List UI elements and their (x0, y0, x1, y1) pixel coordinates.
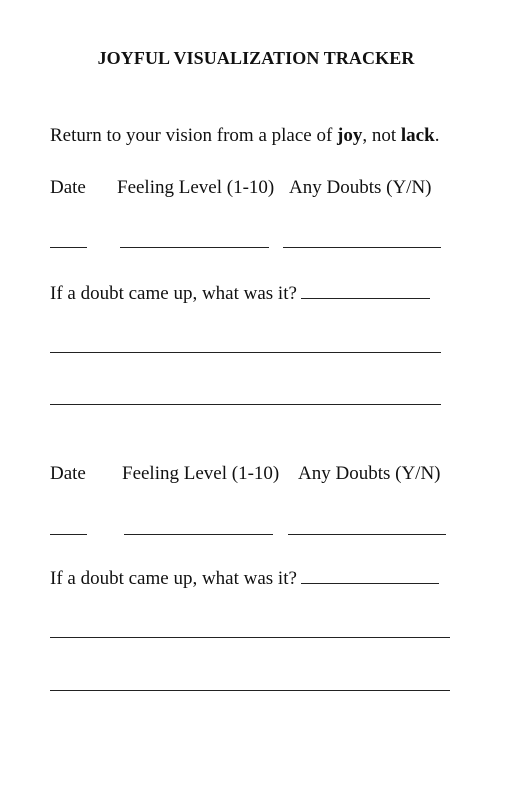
intro-end: . (434, 125, 440, 146)
entry-2-date-label: Date (50, 463, 86, 484)
entry-1-feeling-field[interactable] (120, 247, 269, 248)
intro-text (50, 125, 439, 147)
entry-1-doubt-question-label: If a doubt came up, what was it? (50, 283, 297, 304)
entry-1-doubt-question (50, 283, 430, 305)
entry-2-doubt-line-1[interactable] (50, 637, 450, 638)
intro-middle: , not (362, 125, 401, 146)
intro-lack: lack (400, 125, 435, 146)
page-title: JOYFUL VISUALIZATION TRACKER (97, 48, 415, 68)
entry-2-feeling-label: Feeling Level (1-10) (122, 463, 280, 484)
intro-before: Return to your vision from a place of (50, 125, 338, 146)
entry-2-doubts-field[interactable] (288, 534, 446, 535)
entry-2-doubt-line-2[interactable] (50, 690, 450, 691)
entry-1-doubt-inline-field[interactable] (301, 297, 430, 299)
entry-2-doubts-label: Any Doubts (Y/N) (298, 463, 441, 484)
entry-2-date-field[interactable] (50, 534, 87, 535)
entry-1-doubt-line-2[interactable] (50, 404, 441, 405)
entry-2-doubt-question (50, 568, 439, 590)
entry-1-doubt-line-1[interactable] (50, 352, 441, 353)
entry-1-feeling-label: Feeling Level (1-10) (117, 177, 275, 198)
intro-joy: joy (337, 125, 363, 146)
entry-2-doubt-question-label: If a doubt came up, what was it? (50, 568, 297, 589)
entry-2-feeling-field[interactable] (124, 534, 273, 535)
entry-1-doubts-field[interactable] (283, 247, 441, 248)
entry-1-date-field[interactable] (50, 247, 87, 248)
entry-2-doubt-inline-field[interactable] (301, 582, 439, 584)
entry-1-doubts-label: Any Doubts (Y/N) (289, 177, 432, 198)
entry-1-date-label: Date (50, 177, 86, 198)
